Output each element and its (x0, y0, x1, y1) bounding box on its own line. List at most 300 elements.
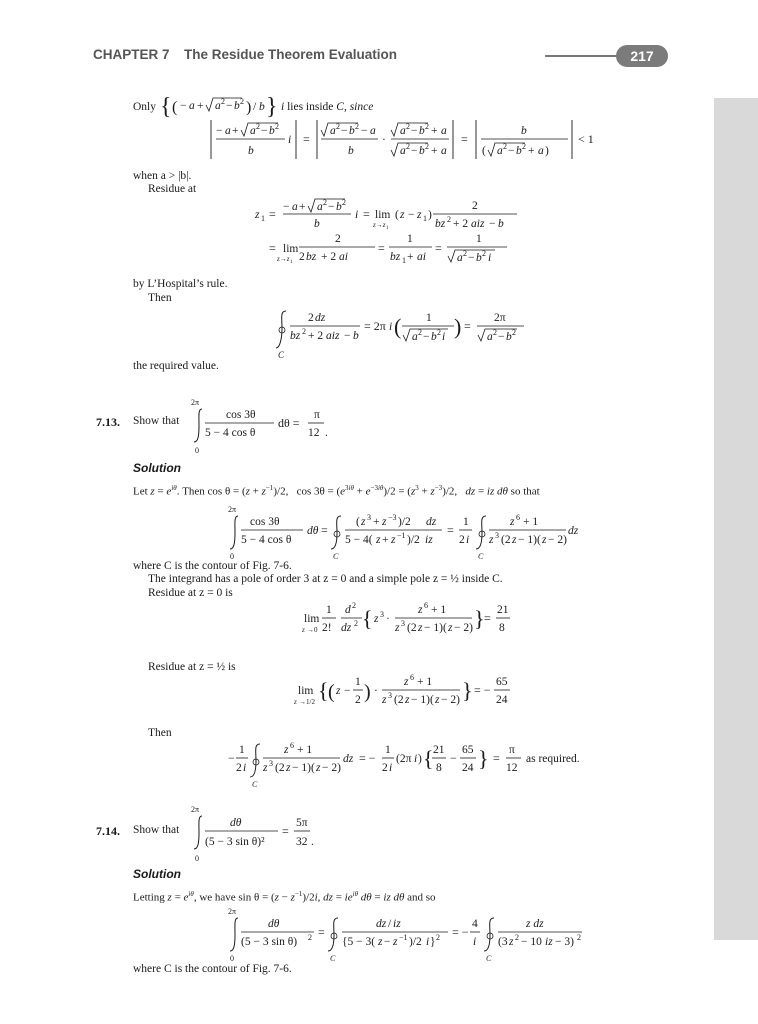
only-prefix: Only (133, 101, 156, 113)
svg-text:b: b (498, 218, 504, 230)
svg-text:1: 1 (326, 604, 332, 616)
svg-text:2π: 2π (494, 312, 506, 324)
svg-text:2: 2 (522, 142, 526, 151)
svg-text:z: z (512, 534, 517, 546)
svg-text:a: a (292, 201, 298, 213)
svg-text:(: ( (356, 516, 360, 528)
svg-text:)/2: )/2 (407, 534, 420, 546)
svg-text:dz: dz (376, 918, 387, 930)
svg-text:24: 24 (462, 762, 474, 774)
svg-text:b: b (348, 145, 354, 157)
svg-text:b: b (314, 218, 320, 230)
page-number: 217 (616, 45, 668, 67)
svg-text:(5 − 3 sin θ): (5 − 3 sin θ) (241, 936, 298, 948)
svg-text:i: i (442, 331, 446, 343)
svg-text:−: − (344, 685, 351, 697)
svg-text:1: 1 (423, 214, 427, 223)
p14-integrand-num: dθ (230, 817, 242, 829)
svg-text:π: π (509, 744, 515, 756)
svg-text:2π: 2π (228, 505, 237, 514)
svg-text:+: + (431, 145, 438, 157)
svg-text:=: = (484, 611, 491, 625)
svg-text:z: z (361, 516, 366, 528)
svg-text:(: ( (172, 99, 178, 116)
svg-text:a: a (189, 100, 195, 112)
lhospital-line: by L’Hospital’s rule. (133, 278, 228, 290)
svg-text:2: 2 (236, 762, 242, 774)
svg-text:−: − (450, 751, 457, 765)
svg-text:z: z (418, 622, 423, 634)
problem-13-statement (190, 396, 340, 457)
svg-text:−1: −1 (399, 933, 408, 942)
only-suffix: lies inside (287, 101, 334, 113)
svg-text:): ) (545, 145, 549, 157)
svg-text:+ 1: + 1 (297, 744, 313, 756)
svg-text:z: z (400, 209, 405, 221)
svg-text:2: 2 (342, 198, 346, 207)
svg-text:2: 2 (275, 122, 279, 131)
svg-text:z: z (302, 626, 305, 634)
svg-text:): ) (418, 753, 422, 765)
svg-text:1: 1 (261, 214, 265, 223)
svg-text:1: 1 (385, 744, 391, 756)
svg-text:b: b (521, 125, 527, 137)
problem-13-show-that: Show that (133, 415, 180, 427)
svg-text:(2: (2 (501, 534, 511, 546)
svg-text:1: 1 (426, 312, 432, 324)
svg-text:(: ( (482, 145, 486, 157)
svg-text:lim: lim (283, 243, 299, 255)
svg-text:): ) (428, 209, 432, 221)
svg-text:2: 2 (240, 97, 244, 106)
svg-text:2: 2 (472, 200, 478, 212)
svg-text:2: 2 (308, 312, 314, 324)
p13-dtheta: dθ = (278, 416, 300, 430)
p13-res0-num: 21 (497, 604, 509, 616)
svg-text:z: z (382, 694, 387, 706)
svg-text:bz: bz (306, 251, 317, 263)
svg-text:b: b (431, 331, 437, 343)
svg-text:→1/2: →1/2 (299, 698, 315, 706)
p13-final-equation (228, 740, 588, 793)
svg-text:2: 2 (463, 249, 467, 258)
svg-text:.: . (311, 836, 314, 848)
svg-text:iz: iz (393, 918, 401, 930)
svg-text:=: = (318, 925, 325, 939)
svg-text:/: / (253, 101, 257, 113)
svg-text:dz: dz (426, 516, 437, 528)
svg-text:−: − (423, 331, 430, 343)
svg-text:−: − (411, 145, 418, 157)
svg-text:b: b (248, 145, 254, 157)
svg-text:0: 0 (230, 552, 234, 561)
svg-text:b: b (234, 100, 240, 112)
svg-text:−: − (228, 751, 235, 765)
svg-text:− 1)(: − 1)( (292, 762, 315, 774)
p13-residue-zhalf-equation (294, 672, 524, 715)
svg-text:b: b (516, 145, 522, 157)
svg-text:2: 2 (425, 142, 429, 151)
svg-text:1: 1 (386, 226, 389, 231)
svg-text:1: 1 (463, 516, 469, 528)
p14-integrand-den: (5 − 3 sin θ)² (205, 836, 265, 848)
svg-text:2: 2 (577, 933, 581, 942)
svg-text:i: i (414, 753, 418, 765)
svg-text:3: 3 (367, 513, 371, 522)
svg-text:lim: lim (375, 209, 391, 221)
svg-text:2: 2 (437, 328, 441, 337)
svg-text:z dz: z dz (526, 918, 544, 930)
svg-text:3: 3 (269, 759, 273, 768)
svg-text:− 2): − 2) (454, 622, 473, 634)
svg-text:3: 3 (401, 619, 405, 628)
svg-text:z: z (286, 762, 291, 774)
svg-text:2: 2 (336, 122, 340, 131)
svg-text:2: 2 (425, 122, 429, 131)
svg-text:C: C (252, 780, 258, 789)
p14-where-c: where C is the contour of Fig. 7-6. (133, 963, 292, 975)
svg-text:b: b (336, 201, 342, 213)
svg-text:2: 2 (352, 601, 356, 610)
svg-text:b: b (506, 331, 512, 343)
svg-text:z: z (316, 762, 321, 774)
svg-text:bz: bz (390, 251, 401, 263)
svg-text:z: z (510, 516, 515, 528)
svg-text:a: a (441, 145, 447, 157)
svg-text:z: z (448, 622, 453, 634)
svg-text:b: b (419, 125, 425, 137)
svg-text:− 3): − 3) (555, 936, 574, 948)
svg-text:bz: bz (290, 330, 301, 342)
svg-text:}: } (462, 678, 473, 703)
svg-text:−: − (283, 201, 290, 213)
svg-text:=: = (269, 207, 276, 221)
p13-as-required: as required. (526, 753, 580, 765)
svg-text:=: = (378, 241, 385, 255)
svg-text:−: − (498, 331, 505, 343)
svg-text:−: − (344, 330, 351, 342)
svg-text:6: 6 (516, 513, 520, 522)
chapter-label: CHAPTER 7 (93, 47, 170, 62)
p13-where-c: where C is the contour of Fig. 7-6. (133, 560, 292, 572)
svg-text:2: 2 (355, 694, 361, 706)
svg-text:)/2: )/2 (409, 936, 422, 948)
svg-text:= −: = − (474, 683, 491, 697)
svg-text:− 2): − 2) (441, 694, 460, 706)
svg-text:4: 4 (472, 918, 478, 930)
svg-text:2: 2 (299, 251, 305, 263)
svg-text:i: i (243, 762, 247, 774)
p14-result-num: 5π (296, 817, 308, 829)
svg-text:1: 1 (407, 233, 413, 245)
p13-integrand-num: cos 3θ (226, 409, 256, 421)
p13-residue-z0-label: Residue at z = 0 is (148, 587, 233, 599)
svg-text:2: 2 (354, 619, 358, 628)
then-label-1: Then (148, 292, 172, 304)
problem-13-number: 7.13. (96, 415, 120, 429)
svg-text:3: 3 (388, 691, 392, 700)
svg-text:=: = (303, 132, 310, 146)
svg-text:b: b (349, 125, 355, 137)
svg-text:): ) (246, 99, 252, 116)
svg-text:a: a (400, 125, 406, 137)
svg-text:(: ( (394, 314, 402, 339)
svg-text:+: + (382, 534, 389, 546)
svg-text:+ 2: + 2 (321, 251, 337, 263)
svg-text:z: z (374, 613, 379, 625)
svg-text:=: = (363, 207, 370, 221)
svg-text:a: a (400, 145, 406, 157)
p13-resh-num: 65 (496, 676, 508, 688)
svg-text:z: z (255, 209, 260, 221)
svg-text:+: + (232, 125, 239, 137)
svg-text:2: 2 (503, 142, 507, 151)
svg-text:−: − (261, 125, 268, 137)
svg-text:dθ: dθ (268, 918, 280, 930)
svg-text:+: + (373, 516, 380, 528)
problem-14-show-that: Show that (133, 824, 180, 836)
svg-text:lim: lim (304, 613, 320, 625)
svg-text:z: z (542, 534, 547, 546)
svg-text:2: 2 (512, 328, 516, 337)
svg-text:2: 2 (406, 122, 410, 131)
svg-text:a: a (225, 125, 231, 137)
svg-text:2: 2 (308, 933, 312, 942)
svg-text:1: 1 (290, 260, 293, 265)
svg-text:+: + (431, 125, 438, 137)
svg-text:5 − 4 cos θ: 5 − 4 cos θ (241, 534, 292, 546)
svg-text:−: − (180, 100, 187, 112)
svg-text:i: i (473, 936, 477, 948)
svg-text:dz: dz (341, 622, 352, 634)
svg-text:z: z (404, 676, 409, 688)
svg-text:i: i (389, 762, 393, 774)
svg-text:=: = (269, 241, 276, 255)
svg-text:2: 2 (406, 142, 410, 151)
p13-transform-equation (226, 504, 586, 563)
contour-integral-equation (276, 308, 546, 363)
svg-text:·: · (382, 134, 386, 146)
svg-text:(2π: (2π (396, 753, 412, 765)
svg-text:a: a (412, 331, 418, 343)
svg-text:+: + (299, 201, 306, 213)
svg-text:− 2): − 2) (548, 534, 567, 546)
svg-text:a: a (487, 331, 493, 343)
svg-text:+ 1: + 1 (417, 676, 433, 688)
svg-text:=: = (461, 132, 468, 146)
svg-text:b: b (259, 101, 265, 113)
svg-text:z: z (405, 694, 410, 706)
svg-text:3: 3 (380, 610, 384, 619)
svg-text:− 2): − 2) (322, 762, 341, 774)
svg-text:z: z (509, 936, 514, 948)
svg-text:): ) (454, 314, 462, 339)
svg-text:− 1)(: − 1)( (424, 622, 447, 634)
svg-text:=: = (493, 751, 500, 765)
svg-text:1: 1 (476, 233, 482, 245)
svg-text:2: 2 (256, 122, 260, 131)
svg-text:2: 2 (493, 328, 497, 337)
svg-text:a: a (441, 125, 447, 137)
svg-text:a: a (497, 145, 503, 157)
svg-text:a: a (330, 125, 336, 137)
svg-text:iz: iz (425, 534, 433, 546)
svg-text:dθ: dθ (307, 525, 319, 537)
svg-text:= 2π: = 2π (364, 319, 386, 333)
svg-text:z→z: z→z (373, 221, 386, 229)
p14-transform-equation (226, 906, 586, 965)
svg-text:−: − (216, 125, 223, 137)
svg-text:2: 2 (447, 215, 451, 224)
svg-text:aiz: aiz (471, 218, 485, 230)
svg-text:z: z (378, 936, 383, 948)
svg-text:z: z (418, 604, 423, 616)
svg-text:C: C (478, 552, 484, 561)
p14-lower-limit: 0 (195, 854, 199, 863)
p13-resh-den: 24 (496, 694, 508, 706)
svg-text:}: } (266, 94, 278, 120)
svg-text:5 − 4(: 5 − 4( (345, 534, 373, 546)
svg-text:b: b (269, 125, 275, 137)
svg-text:(: ( (328, 681, 335, 703)
svg-text:=: = (321, 523, 328, 537)
svg-text:2!: 2! (322, 622, 332, 634)
svg-text:2: 2 (459, 534, 465, 546)
problem-14-letting-line: Letting $z = e^{i\theta}$, we have $\sin \theta = (z - z^{-1})/2i$, dz = $ie^{i\theta}$ dθ = iz dθ and so (133, 890, 436, 904)
problem-14-solution-label: Solution (133, 867, 181, 881)
svg-text:(2: (2 (394, 694, 404, 706)
svg-text:aiz: aiz (326, 330, 340, 342)
svg-text:i: i (466, 534, 470, 546)
svg-text:z: z (435, 694, 440, 706)
svg-text:−: − (361, 125, 368, 137)
svg-text:ai: ai (339, 251, 348, 263)
svg-text:(2: (2 (407, 622, 417, 634)
svg-text:i: i (389, 321, 393, 333)
svg-text:+ 2: + 2 (308, 330, 324, 342)
inequality-equation (208, 117, 608, 166)
svg-text:·: · (386, 613, 390, 625)
svg-text:−: − (489, 218, 496, 230)
svg-text:3: 3 (495, 531, 499, 540)
svg-text:−: − (384, 936, 391, 948)
svg-text:+ 1: + 1 (431, 604, 447, 616)
svg-text:i: i (288, 134, 292, 146)
problem-14-number: 7.14. (96, 824, 120, 838)
svg-text:6: 6 (424, 601, 428, 610)
svg-text:− 10: − 10 (521, 936, 542, 948)
svg-text:d: d (345, 604, 351, 616)
svg-text:+: + (197, 100, 204, 112)
svg-text:−: − (226, 100, 233, 112)
svg-text:→0: →0 (307, 626, 318, 634)
svg-text:i: i (426, 936, 430, 948)
svg-text:z: z (263, 762, 268, 774)
svg-text:2π: 2π (228, 907, 237, 916)
p13-integrand-den: 5 − 4 cos θ (205, 427, 256, 439)
svg-text:−3: −3 (388, 513, 397, 522)
only-tail: C, since (336, 101, 374, 113)
svg-text:(2: (2 (275, 762, 285, 774)
svg-text:{: { (423, 746, 434, 771)
svg-text:6: 6 (290, 741, 294, 750)
svg-text:+: + (407, 251, 414, 263)
svg-text:a: a (215, 100, 221, 112)
svg-text:z: z (382, 516, 387, 528)
svg-text:2: 2 (382, 762, 388, 774)
p14-upper-limit: 2π (191, 805, 200, 814)
residue-at-label: Residue at (148, 183, 197, 195)
svg-text:−: − (328, 201, 335, 213)
p13-then-label: Then (148, 727, 172, 739)
problem-13-let-line: Let $z = e^{i\theta}$. Then $\cos \theta = (z + z^{-1})/2$, $\cos 3\theta = (e^{3i\theta} + e^{-3i\theta})/2 = (z^3 + z^{-3})/2$, dz = iz dθ so that (133, 484, 540, 498)
svg-text:1: 1 (239, 744, 245, 756)
svg-text:a: a (538, 145, 544, 157)
chapter-title: The Residue Theorem Evaluation (184, 47, 398, 62)
svg-text:ai: ai (417, 251, 426, 263)
svg-text:.: . (325, 427, 328, 439)
p14-result-den: 32 (296, 836, 308, 848)
p13-lower-limit: 0 (195, 446, 199, 455)
svg-text:= −: = − (359, 751, 376, 765)
svg-text:2: 2 (335, 233, 341, 245)
svg-text:2: 2 (515, 933, 519, 942)
svg-text:}: } (478, 746, 489, 771)
svg-text:z: z (417, 209, 422, 221)
svg-text:{: { (362, 606, 373, 631)
svg-text:< 1: < 1 (578, 132, 594, 146)
p13-residue-zhalf-label: Residue at z = ½ is (148, 661, 236, 673)
svg-text:1: 1 (402, 256, 406, 265)
when-line: when a > |b|. (133, 170, 192, 182)
svg-text:b: b (476, 252, 482, 264)
p13-residue-z0-equation (300, 600, 520, 643)
svg-text:z: z (376, 534, 381, 546)
problem-13-solution-label: Solution (133, 461, 181, 475)
svg-text:2: 2 (482, 249, 486, 258)
svg-text:iz: iz (545, 936, 553, 948)
svg-text:}: } (474, 606, 485, 631)
svg-text:−: − (411, 125, 418, 137)
svg-text:2: 2 (221, 97, 225, 106)
svg-text:z: z (391, 534, 396, 546)
svg-text:): ) (364, 681, 371, 703)
svg-text:(3: (3 (498, 936, 508, 948)
svg-text:=: = (282, 824, 289, 838)
svg-text:z: z (294, 698, 297, 706)
svg-text:/: / (388, 918, 392, 930)
svg-text:+ 1: + 1 (523, 516, 539, 528)
svg-text:8: 8 (436, 762, 442, 774)
svg-text:65: 65 (462, 744, 474, 756)
svg-text:−: − (468, 252, 475, 264)
svg-text:2: 2 (302, 327, 306, 336)
svg-text:6: 6 (410, 673, 414, 682)
svg-text:− 1)(: − 1)( (518, 534, 541, 546)
svg-text:2: 2 (323, 198, 327, 207)
svg-text:−: − (408, 209, 415, 221)
svg-text:C: C (486, 954, 492, 963)
svg-text:21: 21 (433, 744, 445, 756)
svg-text:=: = (435, 241, 442, 255)
p13-result-den: 12 (308, 427, 320, 439)
svg-text:2: 2 (418, 328, 422, 337)
p13-upper-limit: 2π (191, 398, 200, 407)
svg-text:a: a (317, 201, 323, 213)
svg-text:a: a (250, 125, 256, 137)
only-line (133, 101, 156, 113)
svg-text:0: 0 (230, 954, 234, 963)
